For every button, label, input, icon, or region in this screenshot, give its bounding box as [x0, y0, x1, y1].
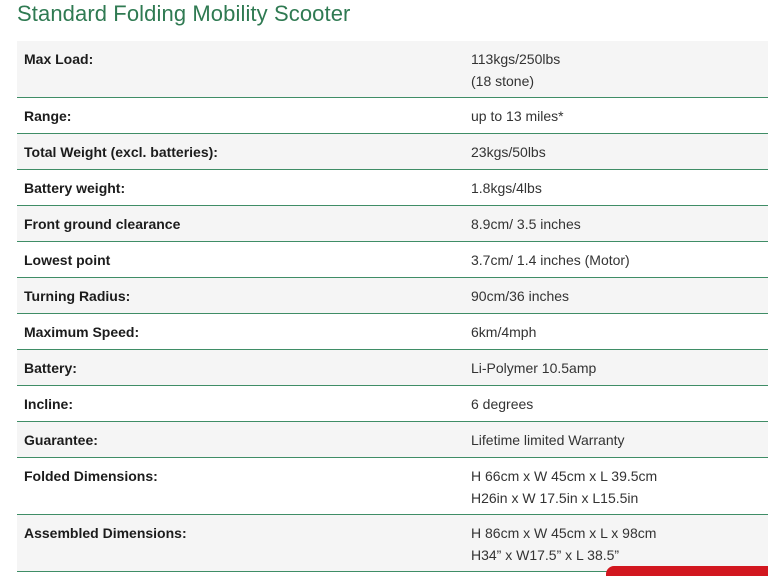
spec-label: Front ground clearance [17, 206, 464, 242]
spec-label: Incline: [17, 386, 464, 422]
spec-label: Battery: [17, 350, 464, 386]
spec-value [464, 41, 768, 98]
spec-value-line: 113kgs/250lbs [471, 51, 561, 67]
spec-value-line: H 86cm x W 45cm x L x 98cm [471, 525, 657, 541]
spec-value-line: Li-Polymer 10.5amp [471, 360, 597, 376]
spec-row [17, 41, 768, 98]
spec-value-line: H26in x W 17.5in x L15.5in [471, 490, 639, 506]
spec-row [17, 278, 768, 314]
spec-label: Range: [17, 98, 464, 134]
spec-value [464, 170, 768, 206]
spec-value-line: up to 13 miles* [471, 108, 564, 124]
spec-value-line: 23kgs/50lbs [471, 144, 546, 160]
spec-value [464, 134, 768, 170]
spec-label: Maximum Speed: [17, 314, 464, 350]
spec-value [464, 515, 768, 572]
action-button-partial[interactable] [606, 566, 768, 576]
spec-row [17, 170, 768, 206]
spec-label: Total Weight (excl. batteries): [17, 134, 464, 170]
spec-value-line: (18 stone) [471, 73, 535, 89]
spec-value-line: 1.8kgs/4lbs [471, 180, 542, 196]
spec-value-line: Lifetime limited Warranty [471, 432, 625, 448]
spec-row [17, 206, 768, 242]
spec-value-line: H34” x W17.5” x L 38.5” [471, 547, 620, 563]
spec-value [464, 98, 768, 134]
spec-row [17, 242, 768, 278]
spec-value [464, 458, 768, 515]
spec-label: Battery weight: [17, 170, 464, 206]
spec-label: Guarantee: [17, 422, 464, 458]
spec-row [17, 134, 768, 170]
spec-value [464, 422, 768, 458]
page-title: Standard Folding Mobility Scooter [17, 1, 351, 26]
spec-row [17, 98, 768, 134]
spec-row [17, 350, 768, 386]
spec-value-line: H 66cm x W 45cm x L 39.5cm [471, 468, 658, 484]
spec-value-line: 3.7cm/ 1.4 inches (Motor) [471, 252, 630, 268]
spec-table-body [17, 41, 768, 572]
spec-value [464, 314, 768, 350]
spec-row [17, 515, 768, 572]
spec-value-line: 90cm/36 inches [471, 288, 570, 304]
spec-label: Max Load: [17, 41, 464, 98]
spec-label: Assembled Dimensions: [17, 515, 464, 572]
spec-label: Folded Dimensions: [17, 458, 464, 515]
spec-value [464, 350, 768, 386]
spec-label: Lowest point [17, 242, 464, 278]
spec-value-line: 8.9cm/ 3.5 inches [471, 216, 581, 232]
spec-table [17, 41, 768, 572]
spec-row [17, 314, 768, 350]
spec-label: Turning Radius: [17, 278, 464, 314]
spec-value [464, 278, 768, 314]
spec-value-line: 6 degrees [471, 396, 534, 412]
spec-row [17, 386, 768, 422]
spec-value [464, 386, 768, 422]
spec-value [464, 206, 768, 242]
spec-row [17, 458, 768, 515]
spec-value-line: 6km/4mph [471, 324, 537, 340]
spec-value [464, 242, 768, 278]
spec-row [17, 422, 768, 458]
